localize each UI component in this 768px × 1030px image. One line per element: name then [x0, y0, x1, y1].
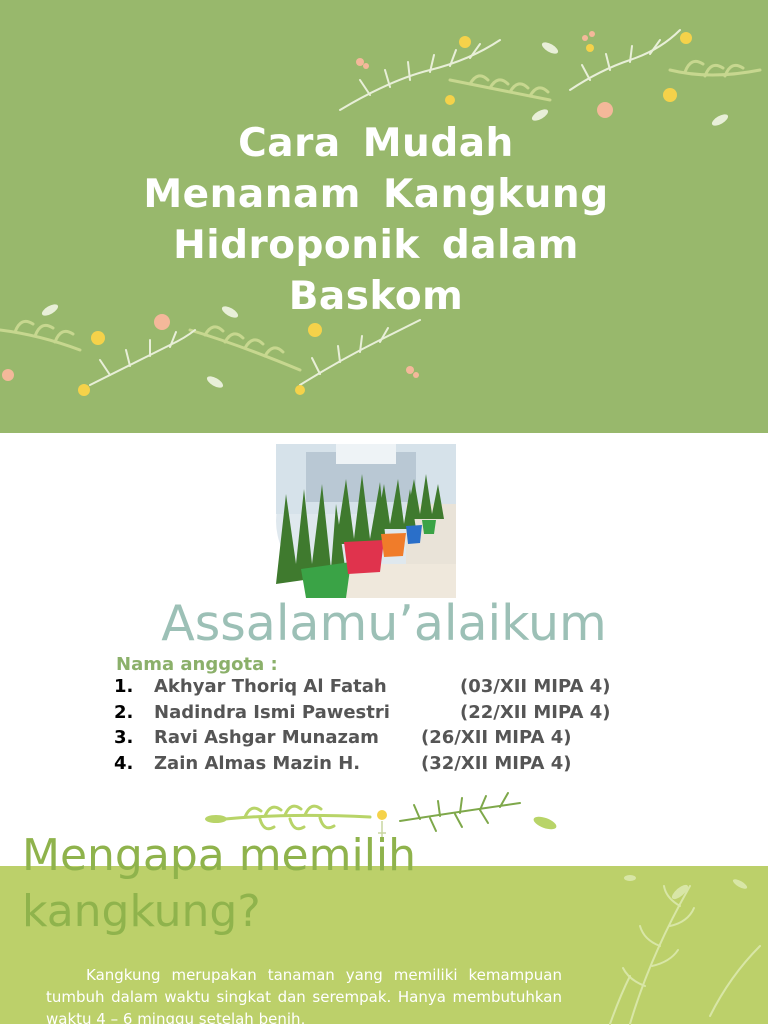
slide-heading: kangkung?	[22, 886, 261, 937]
member-class: (32/XII MIPA 4)	[421, 752, 572, 774]
greeting-heading: Assalamu’alaikum	[161, 595, 607, 652]
member-class: (26/XII MIPA 4)	[421, 727, 572, 748]
member-class: (03/XII MIPA 4)	[460, 676, 611, 697]
item-number: 3.	[114, 727, 134, 748]
title-line: Menanam Kangkung	[143, 172, 609, 217]
member-name: Nadindra Ismi Pawestri	[154, 701, 390, 723]
intro-slide	[0, 433, 768, 866]
member-name: Ravi Ashgar Munazam	[154, 727, 379, 748]
item-number: 2.	[114, 701, 134, 723]
title-line: Cara Mudah	[238, 121, 514, 166]
slide-body-text: Kangkung merupakan tanaman yang memiliki kemampuan tumbuh dalam waktu singkat dan serempak. Hanya membutuhkan waktu 4 – 6 minggu setelah benih,	[46, 966, 562, 1028]
member-name: Akhyar Thoriq Al Fatah	[154, 676, 387, 697]
title-slide	[0, 0, 768, 433]
slide-heading-overflow: Mengapa memilih	[22, 830, 417, 881]
title-line: Baskom	[288, 274, 464, 319]
item-number: 4.	[114, 752, 134, 774]
title-line: Hidroponik dalam	[173, 223, 579, 268]
member-name: Zain Almas Mazin H.	[154, 752, 361, 774]
leaf-decoration-icon	[590, 866, 768, 1024]
potted-plants-photo	[276, 444, 456, 598]
slide-title	[84, 118, 668, 322]
why-slide	[0, 830, 768, 1028]
member-class: (22/XII MIPA 4)	[460, 701, 611, 723]
item-number: 1.	[114, 676, 134, 697]
members-label: Nama anggota :	[116, 654, 278, 675]
